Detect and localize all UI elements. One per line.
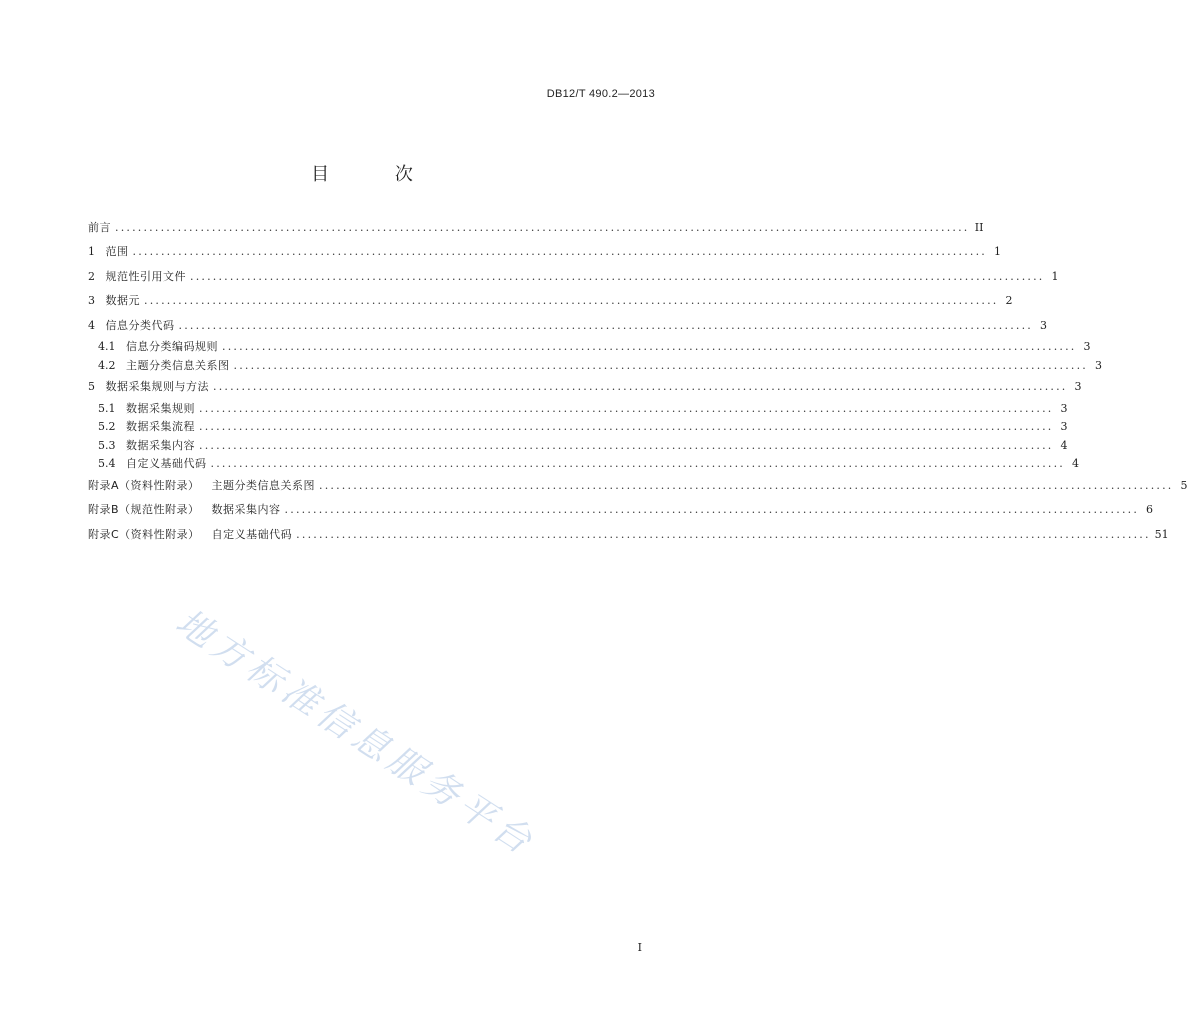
toc-entry-5-1[interactable] xyxy=(88,400,1068,419)
toc-entry-label: 附录B（规范性附录） 数据采集内容 xyxy=(88,503,281,517)
toc-entry-page: 3 xyxy=(1060,401,1068,415)
toc-entry-number: 5.4 xyxy=(98,457,116,471)
toc-entry-number: 3 xyxy=(88,294,95,308)
dot-leader: ...................................................................................................................................................... xyxy=(296,527,1151,541)
toc-entry-2[interactable] xyxy=(88,265,1059,289)
toc-entry-page: 3 xyxy=(1040,318,1047,332)
toc-entry-label: 数据元 xyxy=(105,294,140,308)
page-title: 目 次 xyxy=(311,164,443,185)
toc-entry-5-4[interactable] xyxy=(88,455,1079,474)
toc-entry-label: 数据采集流程 xyxy=(126,420,195,434)
toc-entry-number: 4.2 xyxy=(98,358,116,372)
toc-entry-number: 1 xyxy=(88,245,95,259)
dot-leader: ...................................................................................................................................................... xyxy=(233,358,1088,372)
toc-entry-appendix-a[interactable] xyxy=(88,474,1188,498)
dot-leader: ...................................................................................................................................................... xyxy=(190,269,1045,283)
toc-entry-label: 信息分类代码 xyxy=(105,318,175,332)
toc-entry-appendix-b[interactable] xyxy=(88,498,1154,522)
toc-entry-page: 3 xyxy=(1074,380,1082,394)
toc-entry-5[interactable] xyxy=(88,375,1082,399)
watermark: 地方标准信息服务平台 xyxy=(168,601,543,865)
toc-entry-page: 1 xyxy=(1051,269,1059,283)
toc-entry-page: 4 xyxy=(1072,457,1079,471)
toc-entry-page: 51 xyxy=(1154,527,1169,541)
dot-leader: ...................................................................................................................................................... xyxy=(199,401,1054,415)
toc-entry-page: 1 xyxy=(994,245,1001,259)
dot-leader: ...................................................................................................................................................... xyxy=(222,339,1077,353)
toc-entry-4-1[interactable] xyxy=(88,338,1091,357)
dot-leader: ...................................................................................................................................................... xyxy=(132,245,987,259)
toc-entry-label: 信息分类编码规则 xyxy=(126,339,218,353)
toc-entry-5-2[interactable] xyxy=(88,418,1068,437)
toc-entry-number: 5 xyxy=(88,380,95,394)
toc-entry-page: 3 xyxy=(1095,358,1102,372)
toc-entry-label: 规范性引用文件 xyxy=(105,269,186,283)
toc-entry-label: 自定义基础代码 xyxy=(126,457,207,471)
toc-entry-number: 4 xyxy=(88,318,95,332)
dot-leader: ...................................................................................................................................................... xyxy=(210,457,1065,471)
toc-entry-label: 前言 xyxy=(88,221,111,234)
dot-leader: ...................................................................................................................................................... xyxy=(319,478,1174,492)
toc-entry-label: 主题分类信息关系图 xyxy=(126,358,230,372)
dot-leader: ...................................................................................................................................................... xyxy=(115,221,970,234)
toc-entry-4[interactable] xyxy=(88,314,1047,338)
toc-entry-number: 4.1 xyxy=(98,339,116,353)
dot-leader: ...................................................................................................................................................... xyxy=(284,503,1140,517)
toc-entry-5-3[interactable] xyxy=(88,437,1068,456)
toc-entry-4-2[interactable] xyxy=(88,357,1102,376)
toc-entry-page: 6 xyxy=(1146,503,1154,517)
dot-leader: ...................................................................................................................................................... xyxy=(199,438,1054,452)
toc-entry-label: 附录A（资料性附录） 主题分类信息关系图 xyxy=(88,478,316,492)
dot-leader: ...................................................................................................................................................... xyxy=(199,420,1054,434)
toc-entry-page: 3 xyxy=(1060,420,1068,434)
toc-entry-label: 数据采集规则与方法 xyxy=(105,380,209,394)
toc-entry-foreword[interactable] xyxy=(88,216,984,240)
dot-leader: ...................................................................................................................................................... xyxy=(144,294,999,308)
toc-entry-number: 5.3 xyxy=(98,438,116,452)
toc-entry-label: 数据采集内容 xyxy=(126,438,195,452)
toc-entry-number: 5.2 xyxy=(98,420,116,434)
table-of-contents xyxy=(88,216,1188,547)
dot-leader: ...................................................................................................................................................... xyxy=(178,318,1033,332)
toc-entry-label: 范围 xyxy=(105,245,129,259)
toc-entry-page: 3 xyxy=(1083,339,1091,353)
toc-entry-1[interactable] xyxy=(88,240,1001,264)
toc-entry-label: 附录C（资料性附录） 自定义基础代码 xyxy=(88,527,293,541)
toc-entry-page: 5 xyxy=(1180,478,1188,492)
toc-entry-number: 2 xyxy=(88,269,95,283)
toc-entry-page: 4 xyxy=(1060,438,1068,452)
dot-leader: ...................................................................................................................................................... xyxy=(213,380,1068,394)
toc-entry-3[interactable] xyxy=(88,289,1013,313)
toc-entry-label: 数据采集规则 xyxy=(126,401,195,415)
page-number: I xyxy=(637,941,642,954)
document-code: DB12/T 490.2—2013 xyxy=(546,88,655,100)
toc-entry-appendix-c[interactable] xyxy=(88,523,1169,547)
toc-entry-page: 2 xyxy=(1005,294,1013,308)
toc-entry-page: II xyxy=(974,221,984,234)
toc-entry-number: 5.1 xyxy=(98,401,116,415)
